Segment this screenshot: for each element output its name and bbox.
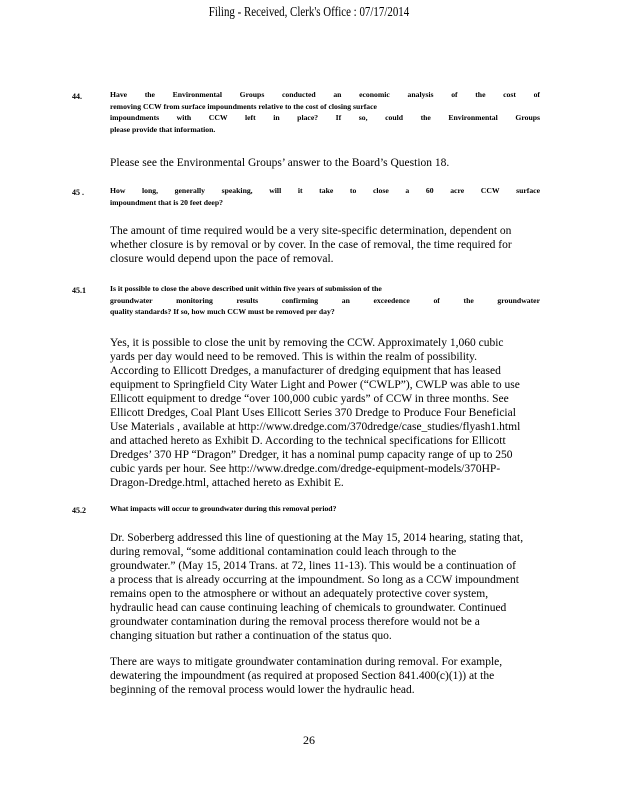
question-line: How long, generally speaking, will it take to close a 60 acre CCW surface <box>110 186 540 195</box>
answer-line: Ellicott equipment to dredge “over 100,000 cubic yards” of CCW in three months. See <box>110 393 509 405</box>
question-45-2-text <box>110 503 540 515</box>
answer-line: dewatering the impoundment (as required at proposed Section 841.400(c)(1)) at the <box>110 670 495 682</box>
answer-line: According to Ellicott Dredges, a manufacturer of dredging equipment that has leased <box>110 365 501 377</box>
question-line: impoundments with CCW left in place? If so, could the Environmental Groups <box>110 113 540 122</box>
question-number-45-1: 45.1 <box>72 286 86 295</box>
answer-line: cubic yards per hour. See http://www.dredge.com/dredge-equipment-models/370HP- <box>110 463 501 475</box>
question-line: removing CCW from surface impoundments relative to the cost of closing surface <box>110 101 377 111</box>
question-45-1-text <box>110 283 540 318</box>
answer-line: Use Materials , available at http://www.dredge.com/370dredge/case_studies/flyash1.html <box>110 421 521 433</box>
question-line: Is it possible to close the above described unit within five years of submission of the <box>110 284 382 293</box>
answer-line: closure would depend upon the pace of removal. <box>110 253 334 265</box>
answer-line: Dragon-Dredge.html, attached hereto as Exhibit E. <box>110 477 344 489</box>
answer-line: Dredges’ 370 HP “Dragon” Dredger, it has a nominal pump capacity range of up to 250 <box>110 449 513 461</box>
page-number: 26 <box>303 733 315 747</box>
answer-line: Yes, it is possible to close the unit by removing the CCW. Approximately 1,060 cubic <box>110 337 504 349</box>
question-45-text <box>110 185 540 208</box>
answer-45-2 <box>110 531 590 697</box>
answer-line: Please see the Environmental Groups’ answer to the Board’s Question 18. <box>110 157 450 169</box>
answer-45-1 <box>110 336 590 490</box>
answer-line: yards per day would need to be removed. This is within the realm of possibility. <box>110 351 477 363</box>
answer-line: The amount of time required would be a very site-specific determination, dependent on <box>110 225 512 237</box>
question-number-44: 44. <box>72 92 82 101</box>
answer-line: groundwater contamination during the removal process therefore would not be a <box>110 616 480 628</box>
answer-line: a process that is already occurring at the impoundment. So long as a CCW impoundment <box>110 574 519 586</box>
answer-line: during removal, “some additional contamination could leach through to the <box>110 546 457 558</box>
answer-line: groundwater.” (May 15, 2014 Trans. at 72, lines 11-13). This would be a continuation of <box>110 560 516 572</box>
question-line: What impacts will occur to groundwater during this removal period? <box>110 504 337 513</box>
question-line: quality standards? If so, how much CCW must be removed per day? <box>110 307 335 316</box>
answer-line: beginning of the removal process would lower the hydraulic head. <box>110 684 415 696</box>
filing-header: Filing - Received, Clerk's Office : 07/17/2014 <box>208 5 410 20</box>
answer-line: There are ways to mitigate groundwater contamination during removal. For example, <box>110 656 503 668</box>
question-line: groundwater monitoring results confirming an exceedence of the groundwater <box>110 295 540 305</box>
answer-line: equipment to Springfield City Water Light and Power (“CWLP”), CWLP was able to use <box>110 379 520 391</box>
question-line: Have the Environmental Groups conducted an economic analysis of the cost of <box>110 90 540 99</box>
question-line: please provide that information. <box>110 124 216 134</box>
answer-line: Ellicott Dredges, Coal Plant Uses Ellicott Series 370 Dredge to Produce Four Beneficial <box>110 407 516 419</box>
answer-line: and attached hereto as Exhibit D. According to the technical specifications for Ellicott <box>110 435 506 447</box>
answer-line: hydraulic head can cause continuing leaching of chemicals to groundwater. Continued <box>110 602 507 614</box>
answer-line: changing situation but rather a continuation of the status quo. <box>110 630 392 642</box>
question-44-text <box>110 89 540 135</box>
answer-45 <box>110 224 590 266</box>
answer-line: Dr. Soberberg addressed this line of questioning at the May 15, 2014 hearing, stating that, <box>110 532 524 544</box>
question-number-45: 45 . <box>72 188 84 197</box>
answer-line: whether closure is by removal or by cover. In the case of removal, the time required for <box>110 239 512 251</box>
answer-44 <box>110 156 590 170</box>
answer-line: remains open to the atmosphere or without an adequately protective cover system, <box>110 588 489 600</box>
question-line: impoundment that is 20 feet deep? <box>110 197 223 207</box>
question-number-45-2: 45.2 <box>72 506 86 515</box>
